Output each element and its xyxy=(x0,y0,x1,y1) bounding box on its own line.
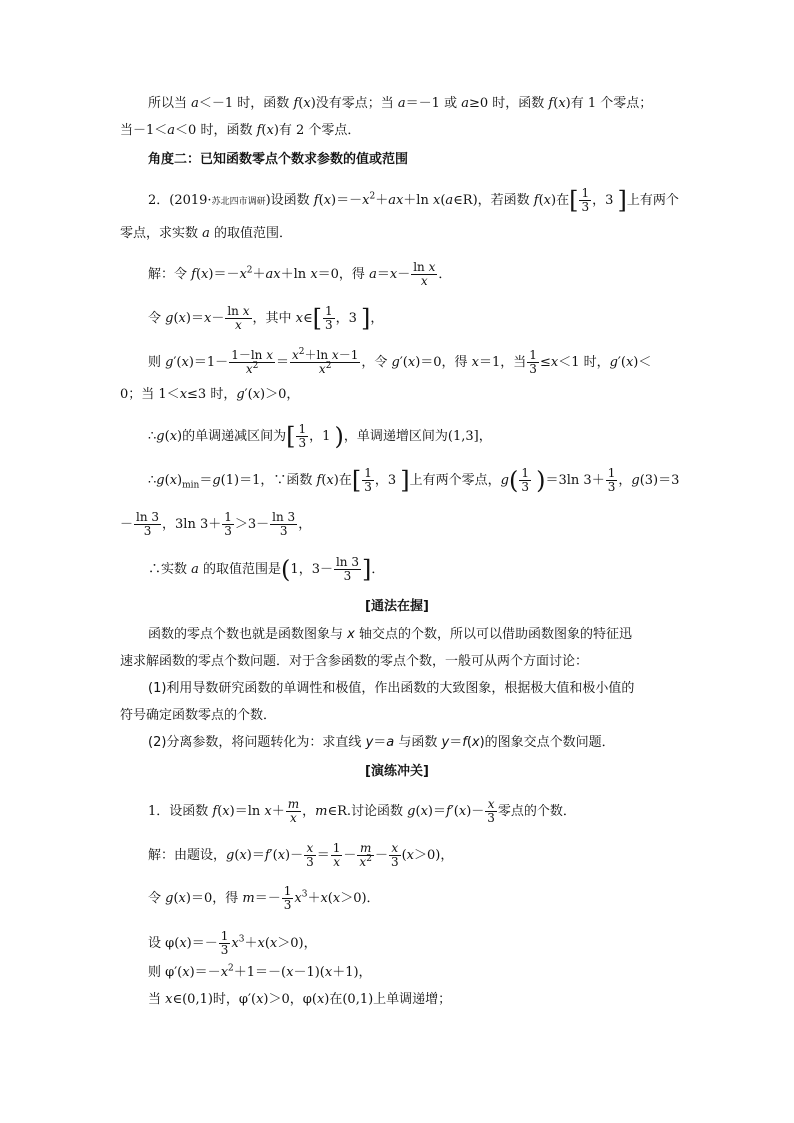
exercise-solution-line-2-content: 令 g(x)＝0，得 m＝－ $\frac{1}{3}$ $x^3+x(x>0)$． xyxy=(148,884,380,912)
exercise-solution-line-3-content: 设 φ(x)＝－ $\frac{1}{3}$ $x^3+x(x>0)$， xyxy=(148,929,317,957)
text-line-1 xyxy=(148,94,708,114)
text-line-1-content: 所以当 a＜－1 时，函数 f(x)没有零点；当 a＝－1 或 a≥0 时，函数 f(x)有 1 个零点； xyxy=(148,96,653,111)
exercise-solution-line-2 xyxy=(148,885,708,912)
solution-line-3 xyxy=(148,349,708,376)
exercise-1-line xyxy=(148,798,708,825)
exercise-solution-line-5 xyxy=(148,990,708,1010)
method-line-2 xyxy=(120,652,680,672)
exercise-solution-line-4-content: 则 $\varphi'(x)=-x^2+1=-(x-1)(x+1)$， xyxy=(148,963,372,980)
solution-line-6-content: $\therefore g(x)_{min}=g(1)=1$，∵函数 f(x)在[ $\frac{1}{3}$ ，3 ]上有两个零点，g( $\frac{1}{3}$ )＝3ln 3＋ $\frac{1}{3}$ ，g(3)＝3 xyxy=(148,466,680,495)
text-line-2 xyxy=(120,121,680,141)
solution-line-1 xyxy=(148,261,708,288)
solution-line-1-content: 解：令 $f(x)=-x^2+ax+\ln$ x＝0，得 a＝x－ $\frac{\text{ln x}}{x}$ ． xyxy=(148,260,452,288)
method-line-5-content: (2)分离参数，将问题转化为：求直线 y＝a 与函数 y＝f(x)的图象交点个数问题． xyxy=(148,735,615,750)
exercise-solution-line-1 xyxy=(148,842,708,869)
method-line-1-content: 函数的零点个数也就是函数图象与 x 轴交点的个数，所以可以借助函数图象的特征迅 xyxy=(148,627,632,642)
problem-2-line-2 xyxy=(120,224,680,244)
method-line-4 xyxy=(120,706,680,726)
problem-2-line-1 xyxy=(148,187,708,214)
problem-2-line-1-content: 2．(2019·苏北四市调研)设函数 $f(x)=-x^2+ax+\ln$ x(a∈R)，若函数 f(x)在[ $\frac{1}{3}$ ，3 ]上有两个 xyxy=(148,186,679,215)
method-line-2-content: 速求解函数的零点个数问题．对于含参函数的零点个数，一般可从两个方面讨论： xyxy=(120,654,589,669)
section-heading-text: 角度二：已知函数零点个数求参数的值或范围 xyxy=(148,152,409,167)
text-line-2-content: 当－1＜a＜0 时，函数 f(x)有 2 个零点． xyxy=(120,123,361,138)
method-line-3-content: (1)利用导数研究函数的单调性和极值，作出函数的大致图象，根据极大值和极小值的 xyxy=(148,681,635,696)
exercise-solution-line-3 xyxy=(148,930,708,957)
section-title-general-method xyxy=(0,597,794,617)
solution-line-6 xyxy=(148,467,708,494)
solution-line-2 xyxy=(148,305,708,332)
problem-2-line-2-content: 零点，求实数 a 的取值范围． xyxy=(120,226,293,241)
section-title-practice-text: [演练冲关] xyxy=(365,764,429,779)
section-title-practice xyxy=(0,762,794,782)
solution-line-3-content: 则 g′(x)＝1－ $\frac{\text{1－ln x}}{x^2}$ ＝ $\frac{x^2+\ln x-1}{x^2}$ ，令 g′(x)＝0，得 x＝1，当 $\frac{1}{3}$ ≤x＜1 时，g′(x)＜ xyxy=(148,347,652,376)
solution-conclusion xyxy=(148,556,708,583)
section-heading-angle-two xyxy=(148,150,708,170)
section-title-general-method-text: [通法在握] xyxy=(365,599,429,614)
solution-line-7-content: － $\frac{\ln 3}{3}$ ，3ln 3＋ $\frac{1}{3}$ ＞3－ $\frac{\ln 3}{3}$ ， xyxy=(120,510,312,538)
solution-line-4 xyxy=(120,385,680,405)
method-line-1 xyxy=(148,625,708,645)
solution-conclusion-content: ∴实数 a 的取值范围是(1，3－ $\frac{\ln 3}{3}$ ]． xyxy=(148,555,385,584)
solution-line-5-content: ∴g(x)的单调递减区间为[ $\frac{1}{3}$ ，1 )，单调递增区间为(1,3]， xyxy=(148,422,492,451)
exercise-solution-line-1-content: 解：由题设，g(x)＝f′(x)－ $\frac{x}{3}$ ＝ $\frac{1}{x}$ － $\frac{m}{x^2}$ － $\frac{x}{3}$ (x＞0)， xyxy=(148,841,454,869)
exercise-solution-line-4 xyxy=(148,963,708,983)
solution-line-7 xyxy=(120,511,680,538)
exercise-1-content: 1．设函数 f(x)＝ln x＋ $\frac{m}{x}$ ，m∈R.讨论函数 g(x)＝f′(x)－ $\frac{x}{3}$ 零点的个数． xyxy=(148,797,576,825)
method-line-4-content: 符号确定函数零点的个数． xyxy=(120,708,277,723)
exercise-solution-line-5-content: 当 x∈(0,1)时，φ′(x)＞0，φ(x)在(0,1)上单调递增； xyxy=(148,992,452,1007)
solution-line-2-content: 令 g(x)＝x－ $\frac{\text{ln x}}{x}$ ，其中 x∈[ $\frac{1}{3}$ ，3 ]， xyxy=(148,304,384,333)
solution-line-4-content: 0；当 1＜x≤3 时，g′(x)＞0， xyxy=(120,387,300,402)
solution-line-5 xyxy=(148,423,708,450)
method-line-5 xyxy=(148,733,708,753)
method-line-3 xyxy=(148,679,708,699)
